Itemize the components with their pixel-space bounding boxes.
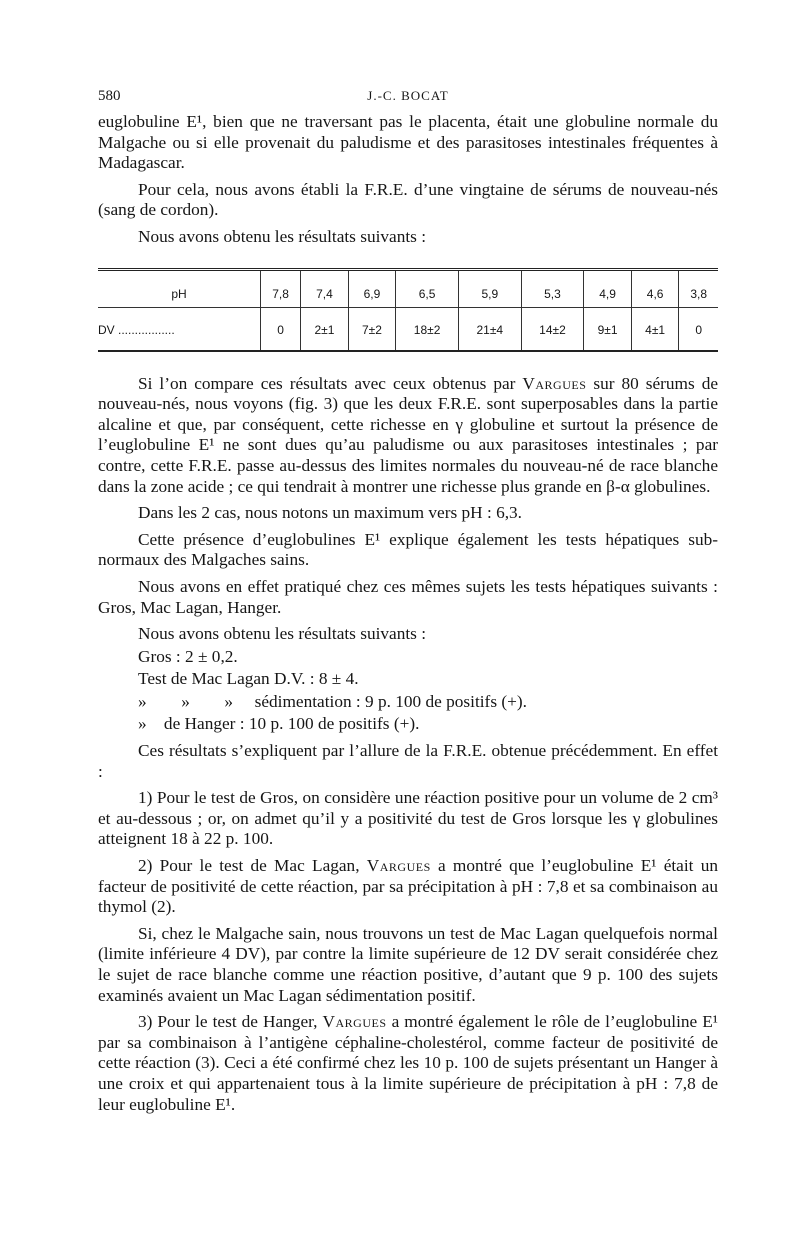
- fre-table: [98, 268, 718, 352]
- results-table-wrap: [98, 268, 718, 352]
- result-mac-lagan: Test de Mac Lagan D.V. : 8 ± 4.: [138, 669, 359, 689]
- text-segment: Si l’on compare ces résultats avec ceux obtenus par: [138, 373, 523, 393]
- text-segment: 3) Pour le test de Hanger,: [138, 1012, 323, 1032]
- dv-cell: 0: [679, 307, 718, 351]
- result-hanger: » de Hanger : 10 p. 100 de positifs (+).: [138, 714, 420, 734]
- dv-cell: 14±2: [521, 307, 584, 351]
- dv-cell: 7±2: [348, 307, 396, 351]
- paragraph-explication: Ces résultats s’expliquent par l’allure de la F.R.E. obtenue précédemment. En effet :: [98, 741, 718, 781]
- result-gros: Gros : 2 ± 0,2.: [138, 646, 238, 666]
- ph-cell: 6,9: [348, 269, 396, 307]
- paragraph-deux-cas: Dans les 2 cas, nous notons un maximum vers pH : 6,3.: [138, 503, 522, 523]
- page-number: 580: [98, 88, 121, 104]
- row-label-ph: pH: [98, 269, 261, 307]
- dv-cell: 4±1: [631, 307, 679, 351]
- ph-cell: 6,5: [396, 269, 459, 307]
- author-name: Vargues: [322, 1012, 387, 1032]
- ph-cell: 4,6: [631, 269, 679, 307]
- paragraph-point-2: [98, 856, 718, 918]
- ph-cell: 5,9: [458, 269, 521, 307]
- running-header: [98, 88, 718, 112]
- paragraph-malgache-sain: Si, chez le Malgache sain, nous trouvons un test de Mac Lagan quelquefois normal (limite inférieure 4 DV), par contre la limite supérieure de 12 DV serait considérée chez le sujet de race blanche comme une réaction positive, d’autant que 9 p. 100 des sujets examinés avaient un Mac Lagan sédimentation positif.: [98, 923, 718, 1005]
- paragraph-tests-pratiques: Nous avons en effet pratiqué chez ces mêmes sujets les tests hépatiques suivants : Gros, Mac Lagan, Hanger.: [98, 576, 718, 617]
- ph-cell: 4,9: [584, 269, 632, 307]
- paragraph-pour-cela: Pour cela, nous avons établi la F.R.E. d’une vingtaine de sérums de nouveau-nés (sang de cordon).: [98, 179, 718, 220]
- text-segment: a montré également le rôle de l’euglobuline E¹ par sa combinaison à l’antigène céphaline-cholestérol, comme facteur de positivité de cette réaction (3). Ceci a été confirmé chez les 10 p. 100 de sujets présentant un Hanger à une croix et qui appartenaient tous à la limite supérieure de précipitation à pH : 7,8 de leur euglobuline E¹.: [98, 1012, 718, 1114]
- paragraph-point-1: 1) Pour le test de Gros, on considère une réaction positive pour un volume de 2 cm³ et au-dessous ; or, on admet qu’il y a positivité du test de Gros lorsque les γ globulines atteignent 18 à 22 p. 100.: [98, 788, 718, 849]
- text-segment: 2) Pour le test de Mac Lagan,: [138, 856, 367, 876]
- ph-cell: 7,8: [261, 269, 301, 307]
- result-sedimentation: » » » sédimentation : 9 p. 100 de positifs (+).: [138, 691, 527, 711]
- text-segment: a montré que l’euglobuline E¹ était un facteur de positivité de cette réaction, par sa précipitation à pH : 7,8 et sa combinaison au thymol (2).: [98, 856, 718, 917]
- dv-cell: 21±4: [458, 307, 521, 351]
- ph-cell: 5,3: [521, 269, 584, 307]
- row-label-dv: DV .................: [98, 322, 175, 337]
- ph-cell: 7,4: [301, 269, 349, 307]
- paragraph-presence: Cette présence d’euglobulines E¹ explique également les tests hépatiques sub-normaux des Malgaches sains.: [98, 529, 718, 570]
- dv-cell: 0: [261, 307, 301, 351]
- page: [98, 88, 718, 1115]
- text-segment: sur 80 sérums de nouveau-nés, nous voyons (fig. 3) que les deux F.R.E. sont superposables dans la partie alcaline et que, par conséquent, cette richesse en γ globuline et surtout la présence de l’euglobuline E¹ ne sont dues qu’au paludisme ou aux parasitoses intestinales ; par contre, cette F.R.E. passe au-dessus des limites normales du nouveau-né de race blanche dans la zone acide ; ce qui tendrait à montrer une richesse plus grande en β-α globulines.: [98, 373, 719, 496]
- ph-cell: 3,8: [679, 269, 718, 307]
- table-row-ph: [98, 269, 718, 307]
- table-row-dv: [98, 307, 718, 351]
- paragraph-resultats-intro: Nous avons obtenu les résultats suivants :: [138, 226, 426, 246]
- running-author: J.-C. BOCAT: [367, 88, 449, 103]
- author-name: Vargues: [522, 373, 587, 393]
- dv-cell: 2±1: [301, 307, 349, 351]
- author-name: Vargues: [366, 856, 431, 876]
- paragraph-resultats-intro-2: Nous avons obtenu les résultats suivants :: [138, 624, 426, 644]
- dv-cell: 18±2: [396, 307, 459, 351]
- paragraph-continuation: euglobuline E¹, bien que ne traversant pas le placenta, était une globuline normale du Malgache ou si elle provenait du paludisme et des parasitoses intestinales fréquentes à Madagascar.: [98, 112, 718, 173]
- paragraph-comparaison: [98, 374, 718, 498]
- dv-cell: 9±1: [584, 307, 632, 351]
- paragraph-point-3: [98, 1012, 718, 1115]
